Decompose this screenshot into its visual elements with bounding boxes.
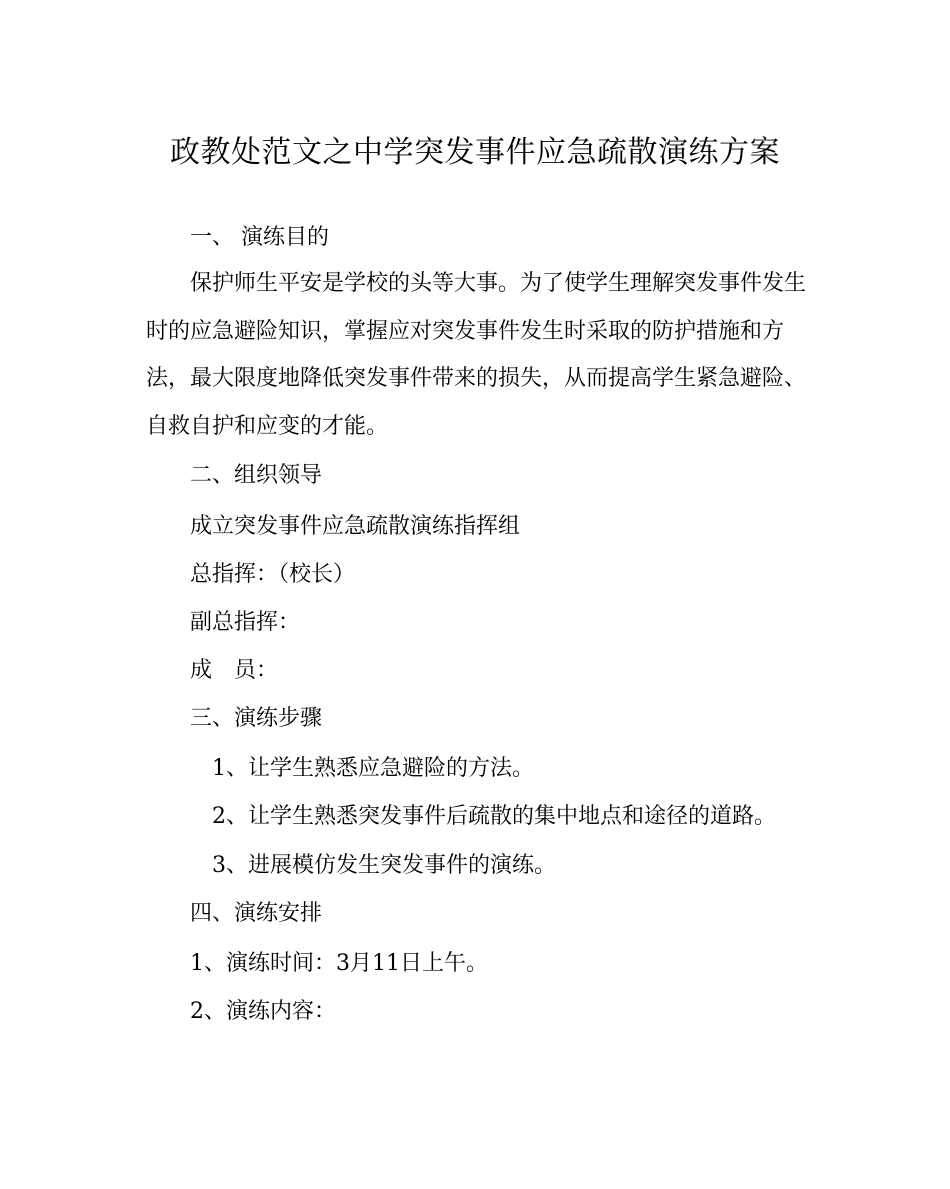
document-title: 政教处范文之中学突发事件应急疏散演练方案 xyxy=(170,135,780,170)
drill-time-line: 1、演练时间：3月11日上午。 xyxy=(190,951,488,976)
section3-heading: 三、演练步骤 xyxy=(190,706,323,731)
commander-line: 总指挥：（校长） xyxy=(190,562,356,587)
deputy-commander-line: 副总指挥： xyxy=(190,610,301,635)
drill-content-line: 2、演练内容： xyxy=(190,999,336,1024)
members-line: 成 员： xyxy=(190,658,279,683)
paragraph-line: 自救自护和应变的才能。 xyxy=(146,413,389,439)
section1-paragraph xyxy=(146,260,806,450)
paragraph-line: 保护师生平安是学校的头等大事。为了使学生理解突发事件发生 xyxy=(190,271,807,296)
section4-heading: 四、演练安排 xyxy=(190,901,323,926)
paragraph-line: 时的应急避险知识，掌握应对突发事件发生时采取的防护措施和方 xyxy=(146,318,785,344)
step-item: 1、让学生熟悉应急避险的方法。 xyxy=(212,756,534,781)
step-item: 3、进展模仿发生突发事件的演练。 xyxy=(212,853,556,878)
step-item: 2、让学生熟悉突发事件后疏散的集中地点和途径的道路。 xyxy=(212,804,776,829)
paragraph-line: 法，最大限度地降低突发事件带来的损失，从而提高学生紧急避险、 xyxy=(146,366,807,391)
section1-heading: 一、 演练目的 xyxy=(190,225,329,250)
section2-heading: 二、组织领导 xyxy=(190,463,323,488)
group-name: 成立突发事件应急疏散演练指挥组 xyxy=(190,514,521,539)
